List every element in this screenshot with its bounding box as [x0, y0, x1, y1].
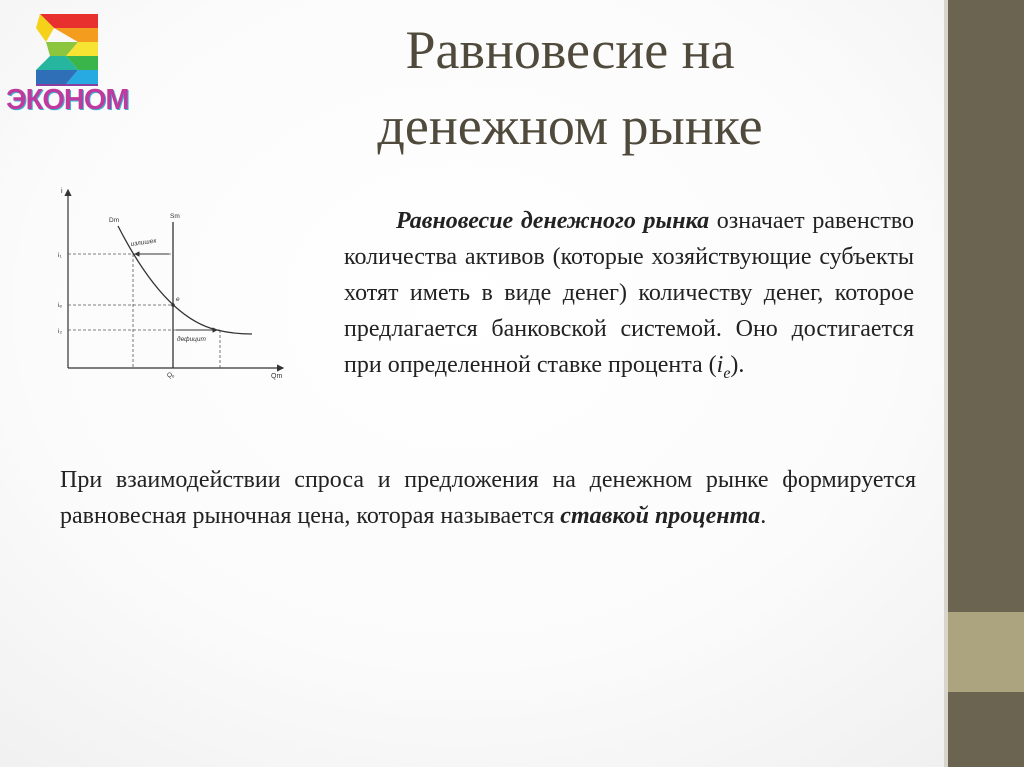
- rate-subscript: e: [723, 364, 731, 382]
- definition-paragraph: [344, 203, 914, 392]
- slide-title: [270, 12, 870, 164]
- equilibrium-point: [171, 303, 175, 307]
- i2-label: i₂: [58, 328, 62, 335]
- title-line-2: денежном рынке: [377, 96, 763, 156]
- supply-label: Sm: [170, 213, 180, 220]
- definition-lead: Равновесие денежного рынка: [396, 208, 710, 234]
- title-line-1: Равновесие на: [405, 20, 735, 80]
- money-market-graph: [55, 182, 290, 382]
- x-axis-label: Qm: [271, 373, 283, 380]
- interaction-emphasis: ставкой процента: [560, 503, 761, 529]
- interaction-text-b: .: [760, 503, 767, 529]
- surplus-label: излишек: [130, 237, 157, 248]
- interaction-text-a: При взаимодействии спроса и предложения на денежном рынке формируется равновесная рыночная цена, которая называется: [60, 467, 916, 529]
- sidebar-band-top: [948, 0, 1024, 612]
- i1-label: i₁: [58, 252, 62, 259]
- sidebar-band-middle: [948, 612, 1024, 692]
- equilibrium-label: e: [176, 296, 180, 303]
- definition-text-b: ).: [730, 352, 745, 378]
- rate-symbol: i: [716, 352, 724, 378]
- sidebar-band-bottom: [948, 692, 1024, 767]
- qe-label: Qₑ: [167, 372, 175, 379]
- definition-text-a: означает равенство количества активов (которые хозяйствующие субъекты хотят иметь в виде денег) количеству денег, которое предлагается банковской системой. Оно достигается при определенной ставке процента (: [344, 208, 914, 378]
- demand-label: Dm: [109, 217, 120, 224]
- ie-label: iₑ: [58, 302, 62, 309]
- deficit-label: дефицит: [177, 336, 206, 343]
- interaction-paragraph: [60, 462, 916, 534]
- y-axis-label: i: [61, 188, 63, 195]
- logo-text: ЭКОНОМ: [6, 84, 129, 116]
